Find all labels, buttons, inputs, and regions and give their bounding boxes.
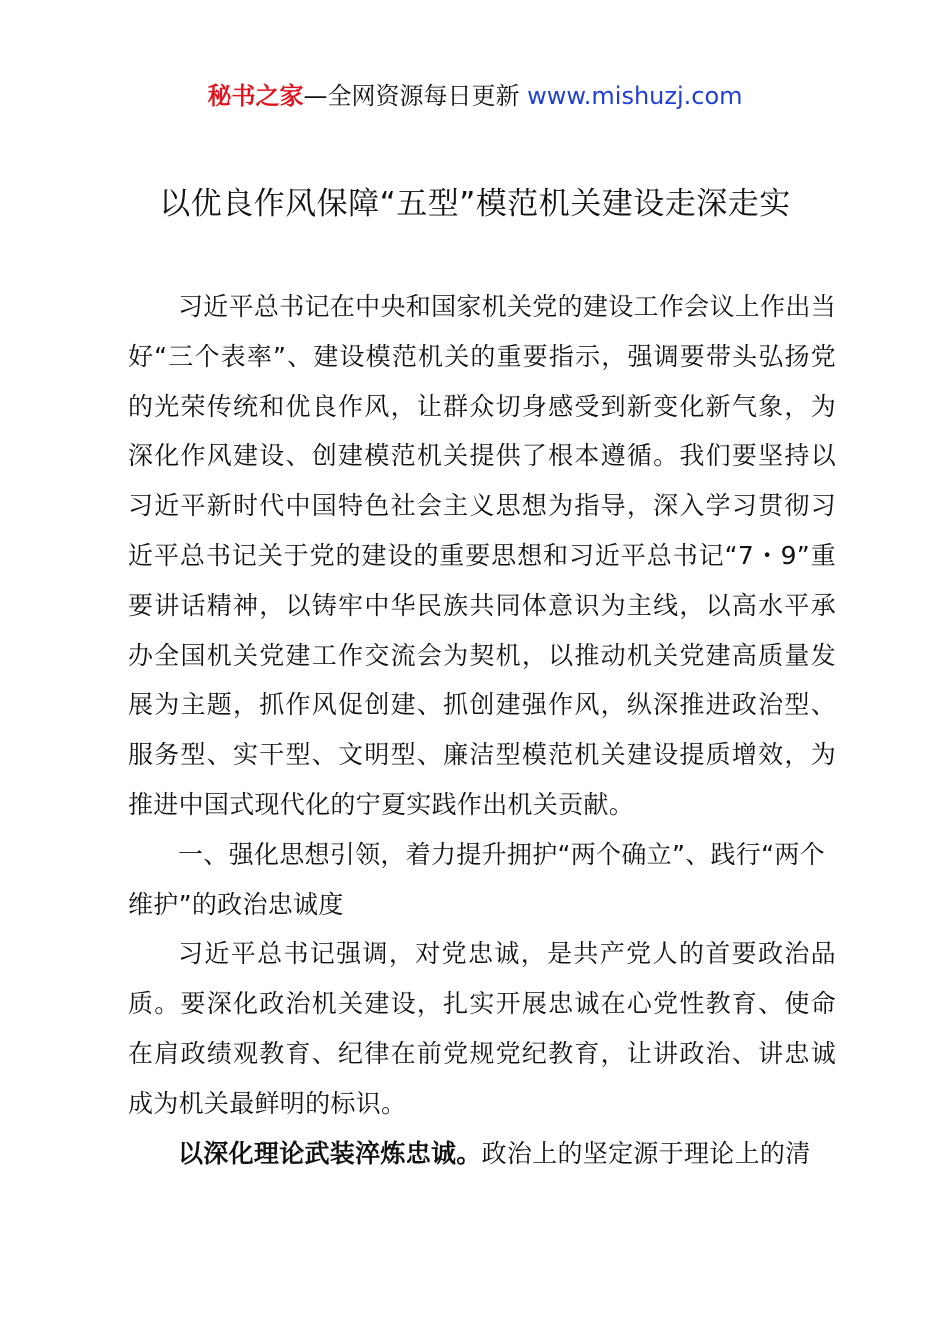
intro-paragraph: 习近平总书记在中央和国家机关党的建设工作会议上作出当好“三个表率”、建设模范机关的重要指示，强调要带头弘扬党的光荣传统和优良作风，让群众切身感受到新变化新气象，为深化作风建设、创建模范机关提供了根本遵循。我们要坚持以习近平新时代中国特色社会主义思想为指导，深入学习贯彻习近平总书记关于党的建设的重要思想和习近平总书记“7・9”重要讲话精神，以铸牢中华民族共同体意识为主线，以高水平承办全国机关党建工作交流会为契机，以推动机关党建高质量发展为主题，抓作风促创建、抓创建强作风，纵深推进政治型、服务型、实干型、文明型、廉洁型模范机关建设提质增效，为推进中国式现代化的宁夏实践作出机关贡献。 — [128, 292, 836, 819]
brand-name: 秘书之家 — [207, 82, 304, 110]
document-title: 以优良作风保障“五型”模范机关建设走深走实 — [159, 186, 791, 222]
last-paragraph — [128, 1129, 836, 1179]
last-paragraph-text: 政治上的坚定源于理论上的清 — [481, 1138, 811, 1168]
section-heading: 一、强化思想引领，着力提升拥护“两个确立”、践行“两个维护”的政治忠诚度 — [128, 839, 825, 919]
section-paragraph: 习近平总书记强调，对党忠诚，是共产党人的首要政治品质。要深化政治机关建设，扎实开展忠诚在心党性教育、使命在肩政绩观教育、纪律在前党规党纪教育，让讲政治、讲忠诚成为机关最鲜明的标识。 — [128, 939, 836, 1118]
last-paragraph-lead: 以深化理论武装淬炼忠诚。 — [178, 1138, 482, 1168]
site-url-link[interactable]: www.mishuzj.com — [527, 82, 743, 110]
document-body — [128, 282, 836, 1178]
header-tagline: —全网资源每日更新 — [303, 82, 528, 110]
site-header — [0, 80, 950, 112]
